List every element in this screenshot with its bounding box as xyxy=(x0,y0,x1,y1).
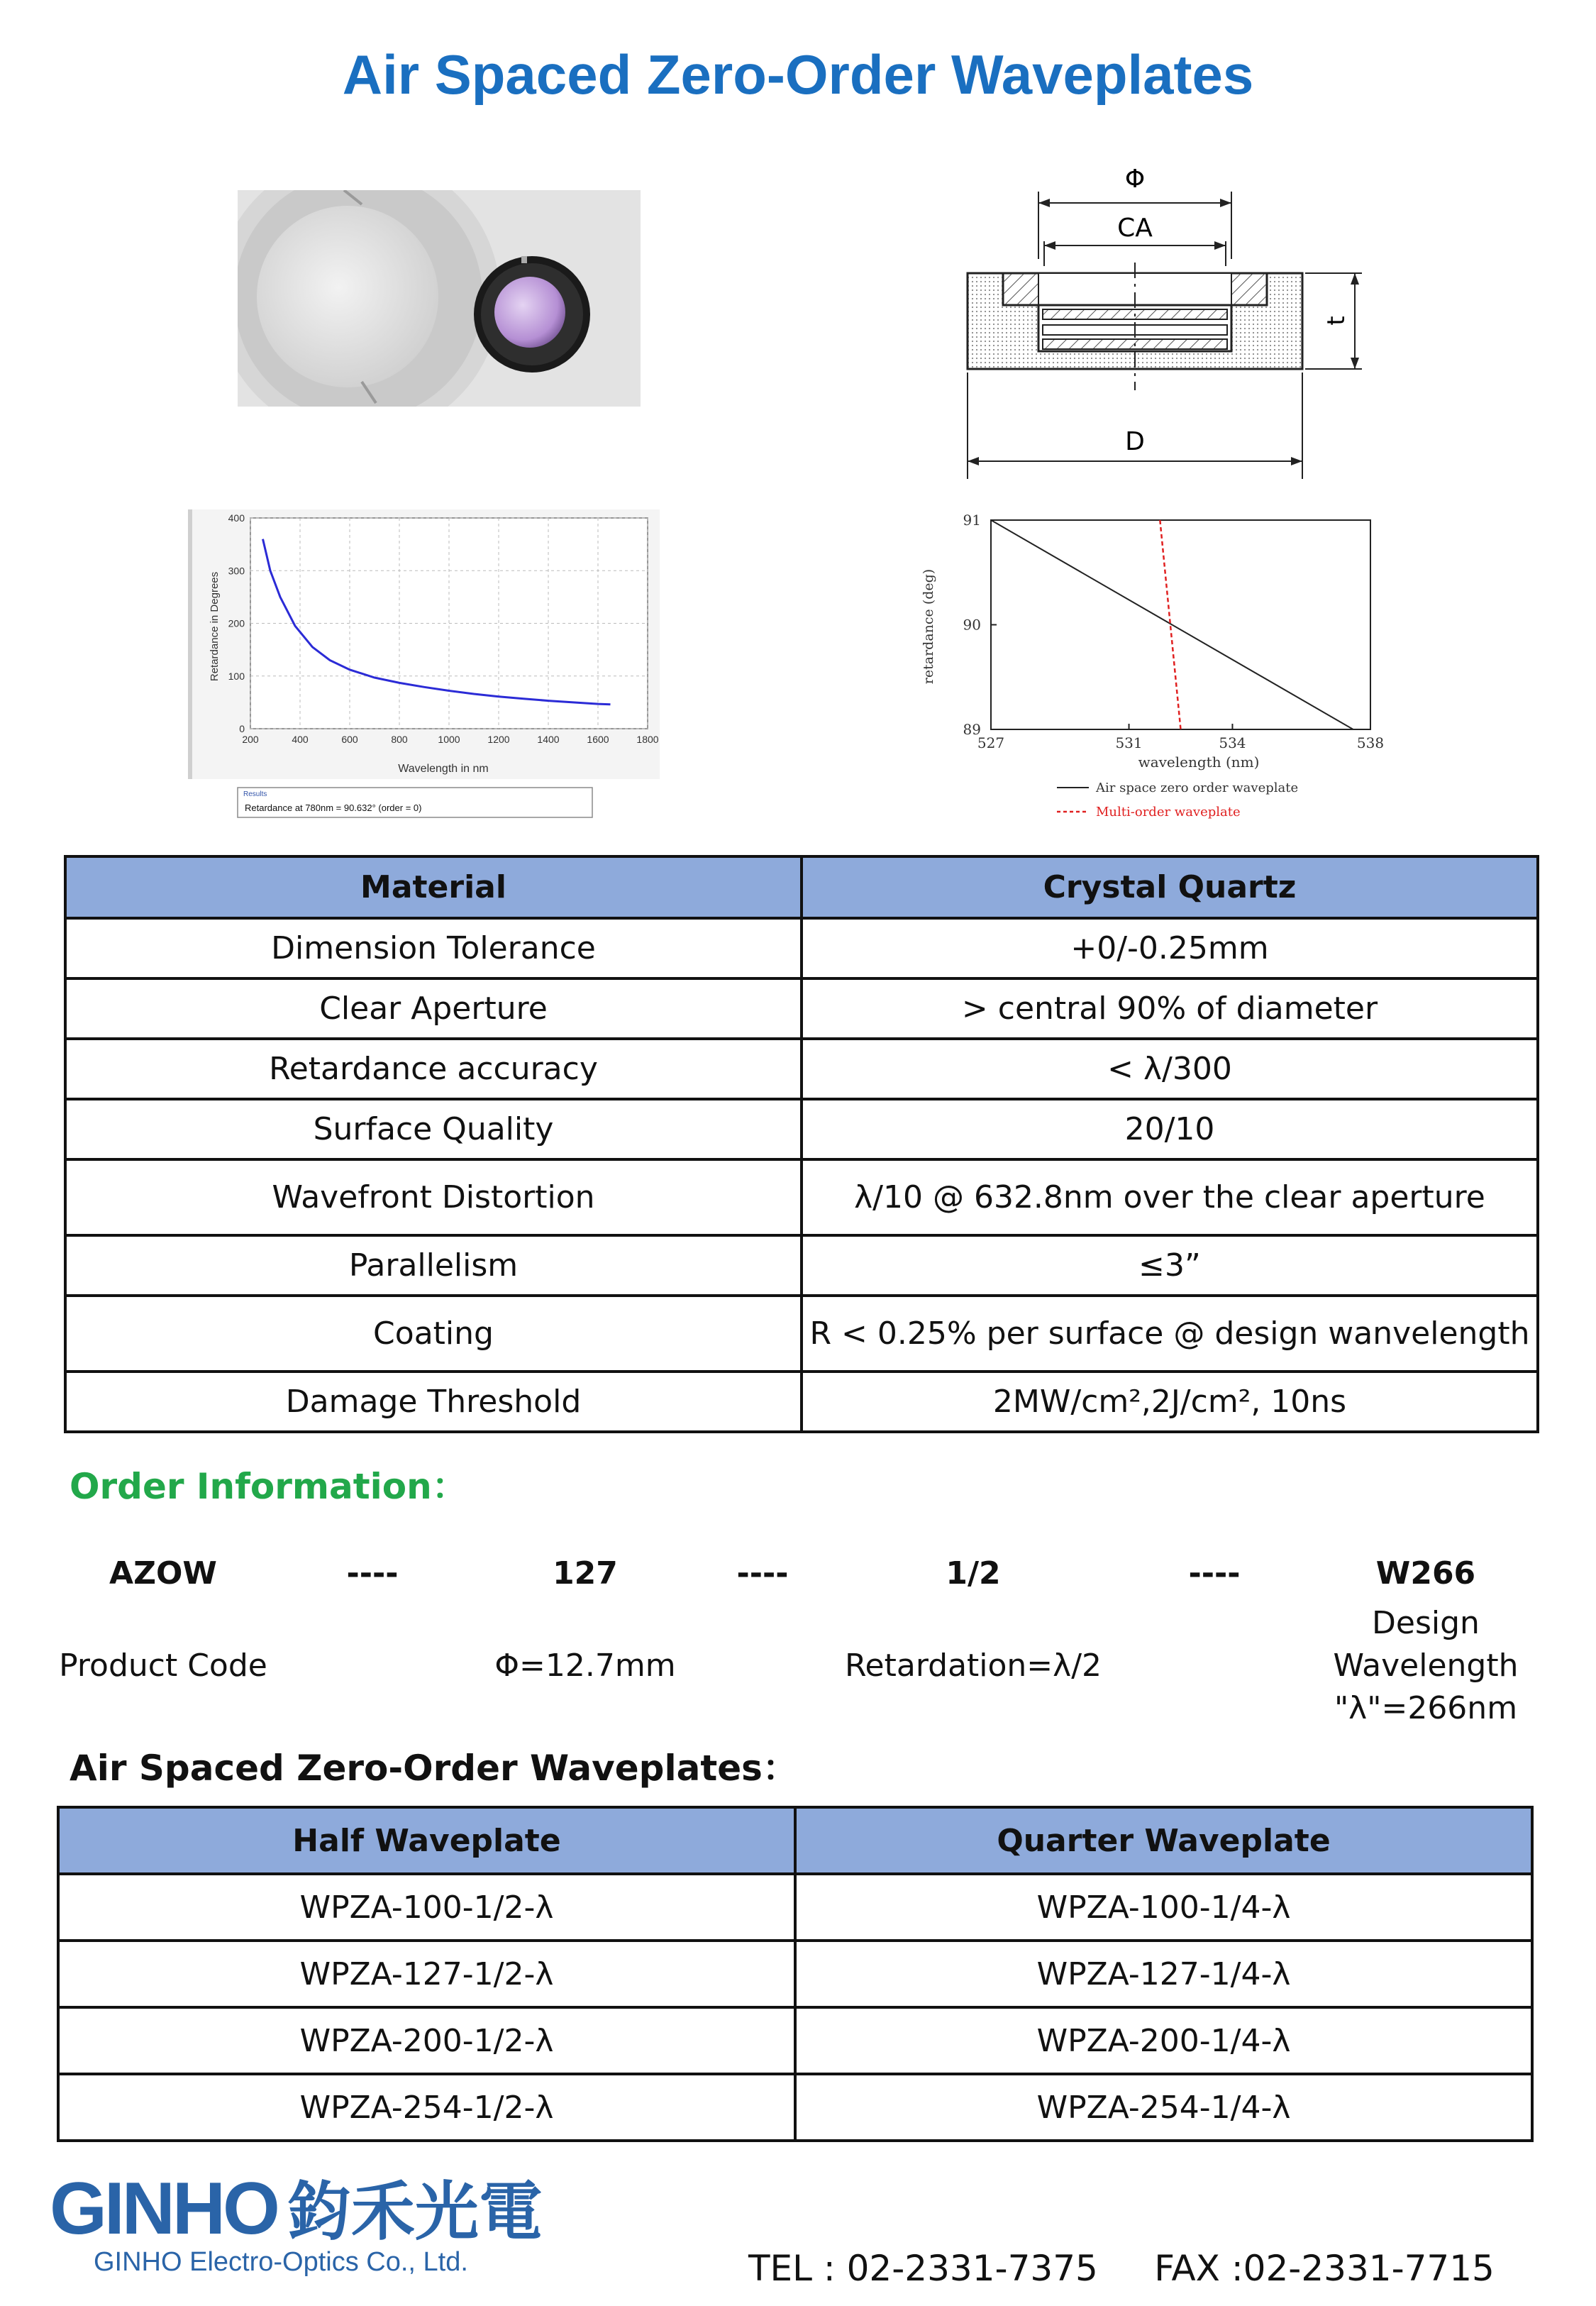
y-tick-label: 89 xyxy=(963,721,981,738)
contact-info xyxy=(748,2248,1495,2289)
order-separator: ---- xyxy=(346,1555,399,1591)
ca-label: CA xyxy=(1117,214,1153,243)
x-tick-label: 1000 xyxy=(438,734,460,745)
table-row xyxy=(65,1372,1538,1432)
quarter-waveplate-part: WPZA-127-1/4-λ xyxy=(795,1941,1532,2007)
spec-value: > central 90% of diameter xyxy=(802,978,1538,1039)
page-title: Air Spaced Zero-Order Waveplates xyxy=(342,43,1254,106)
d-label: D xyxy=(1125,427,1145,456)
legend-zero-order: Air space zero order waveplate xyxy=(1096,780,1299,795)
logo-text: GINHO xyxy=(50,2171,277,2250)
table-row xyxy=(65,978,1538,1039)
half-waveplate-part: WPZA-127-1/2-λ xyxy=(58,1941,795,2007)
waveplate-table xyxy=(57,1806,1534,2142)
y-tick-label: 91 xyxy=(963,512,981,529)
x-tick-label: 1200 xyxy=(487,734,510,745)
y-tick-label: 400 xyxy=(228,512,245,524)
retardance-vs-wavelength-chart xyxy=(188,509,660,825)
x-tick-label: 200 xyxy=(242,734,259,745)
quarter-waveplate-part: WPZA-100-1/4-λ xyxy=(795,1874,1532,1941)
spec-label: Parallelism xyxy=(65,1235,802,1296)
spec-table xyxy=(64,855,1539,1433)
waveplates-heading: Air Spaced Zero-Order Waveplates： xyxy=(70,1748,798,1789)
order-desc-design-3: "λ"=266nm xyxy=(1334,1690,1518,1726)
spec-header-material: Material xyxy=(65,856,802,918)
table-row xyxy=(65,1296,1538,1372)
product-photo xyxy=(238,190,641,407)
quarter-waveplate-part: WPZA-254-1/4-λ xyxy=(795,2074,1532,2141)
order-code-127: 127 xyxy=(553,1555,618,1591)
y-tick-label: 90 xyxy=(963,616,981,634)
spec-value: 20/10 xyxy=(802,1099,1538,1159)
x-tick-label: 534 xyxy=(1219,734,1246,751)
tel-text: TEL : 02-2331-7375 xyxy=(748,2248,1098,2289)
order-desc-diameter: Φ=12.7mm xyxy=(494,1648,676,1684)
y-tick-label: 300 xyxy=(228,565,245,577)
spec-value: λ/10 @ 632.8nm over the clear aperture xyxy=(802,1159,1538,1235)
spec-value: < λ/300 xyxy=(802,1039,1538,1099)
table-row xyxy=(58,2007,1532,2074)
chart1-ylabel: Retardance in Degrees xyxy=(209,571,221,682)
fax-text: FAX :02-2331-7715 xyxy=(1154,2248,1495,2289)
table-row xyxy=(58,1874,1532,1941)
x-tick-label: 1600 xyxy=(587,734,609,745)
mechanical-drawing xyxy=(936,156,1376,490)
company-name: GINHO Electro-Optics Co., Ltd. xyxy=(94,2247,468,2277)
y-tick-label: 0 xyxy=(239,723,245,734)
x-tick-label: 527 xyxy=(977,734,1005,751)
chart2-ylabel: retardance (deg) xyxy=(921,568,936,685)
ginho-logo xyxy=(50,2171,617,2278)
spec-label: Coating xyxy=(65,1296,802,1372)
legend-multi-order: Multi-order waveplate xyxy=(1096,805,1241,820)
spec-header-value: Crystal Quartz xyxy=(802,856,1538,918)
table-row xyxy=(58,1941,1532,2007)
order-code-half: 1/2 xyxy=(946,1555,1001,1591)
order-separator: ---- xyxy=(736,1555,789,1591)
order-desc-design-1: Design xyxy=(1372,1605,1480,1641)
table-row xyxy=(65,1099,1538,1159)
order-code-azow: AZOW xyxy=(109,1555,217,1591)
zero-vs-multi-order-chart xyxy=(911,509,1415,825)
chart1-xlabel: Wavelength in nm xyxy=(398,763,489,775)
spec-label: Damage Threshold xyxy=(65,1372,802,1432)
spec-label: Retardance accuracy xyxy=(65,1039,802,1099)
x-tick-label: 538 xyxy=(1356,734,1385,751)
order-information-heading: Order Information： xyxy=(70,1466,467,1507)
table-row xyxy=(65,1235,1538,1296)
header-half-waveplate: Half Waveplate xyxy=(58,1807,795,1874)
spec-label: Clear Aperture xyxy=(65,978,802,1039)
x-tick-label: 531 xyxy=(1115,734,1143,751)
chart2-xlabel: wavelength (nm) xyxy=(1138,754,1260,771)
spec-label: Dimension Tolerance xyxy=(65,918,802,978)
t-label: t xyxy=(1322,316,1351,326)
spec-value: 2MW/cm²,2J/cm², 10ns xyxy=(802,1372,1538,1432)
results-label: Results xyxy=(243,790,267,798)
half-waveplate-part: WPZA-100-1/2-λ xyxy=(58,1874,795,1941)
x-tick-label: 800 xyxy=(391,734,408,745)
spec-label: Surface Quality xyxy=(65,1099,802,1159)
table-row xyxy=(65,918,1538,978)
header-quarter-waveplate: Quarter Waveplate xyxy=(795,1807,1532,1874)
y-tick-label: 200 xyxy=(228,617,245,629)
order-desc-design-2: Wavelength xyxy=(1333,1648,1519,1684)
spec-value: ≤3” xyxy=(802,1235,1538,1296)
table-row xyxy=(65,1159,1538,1235)
quarter-waveplate-part: WPZA-200-1/4-λ xyxy=(795,2007,1532,2074)
y-tick-label: 100 xyxy=(228,670,245,682)
x-tick-label: 600 xyxy=(341,734,358,745)
spec-value: +0/-0.25mm xyxy=(802,918,1538,978)
waveplate-header-row xyxy=(58,1807,1532,1874)
phi-label: Φ xyxy=(1124,165,1146,194)
half-waveplate-part: WPZA-200-1/2-λ xyxy=(58,2007,795,2074)
spec-label: Wavefront Distortion xyxy=(65,1159,802,1235)
spec-header-row xyxy=(65,856,1538,918)
order-desc-product-code: Product Code xyxy=(59,1648,267,1684)
x-tick-label: 1800 xyxy=(636,734,659,745)
x-tick-label: 1400 xyxy=(537,734,560,745)
half-waveplate-part: WPZA-254-1/2-λ xyxy=(58,2074,795,2141)
order-desc-retardation: Retardation=λ/2 xyxy=(844,1648,1102,1684)
table-row xyxy=(58,2074,1532,2141)
order-code-w266: W266 xyxy=(1375,1555,1476,1591)
x-tick-label: 400 xyxy=(292,734,309,745)
results-text: Retardance at 780nm = 90.632° (order = 0) xyxy=(245,802,422,813)
table-row xyxy=(65,1039,1538,1099)
logo-chinese: 鈞禾光電 xyxy=(287,2175,543,2249)
spec-value: R < 0.25% per surface @ design wanvelength xyxy=(802,1296,1538,1372)
order-separator: ---- xyxy=(1188,1555,1241,1591)
